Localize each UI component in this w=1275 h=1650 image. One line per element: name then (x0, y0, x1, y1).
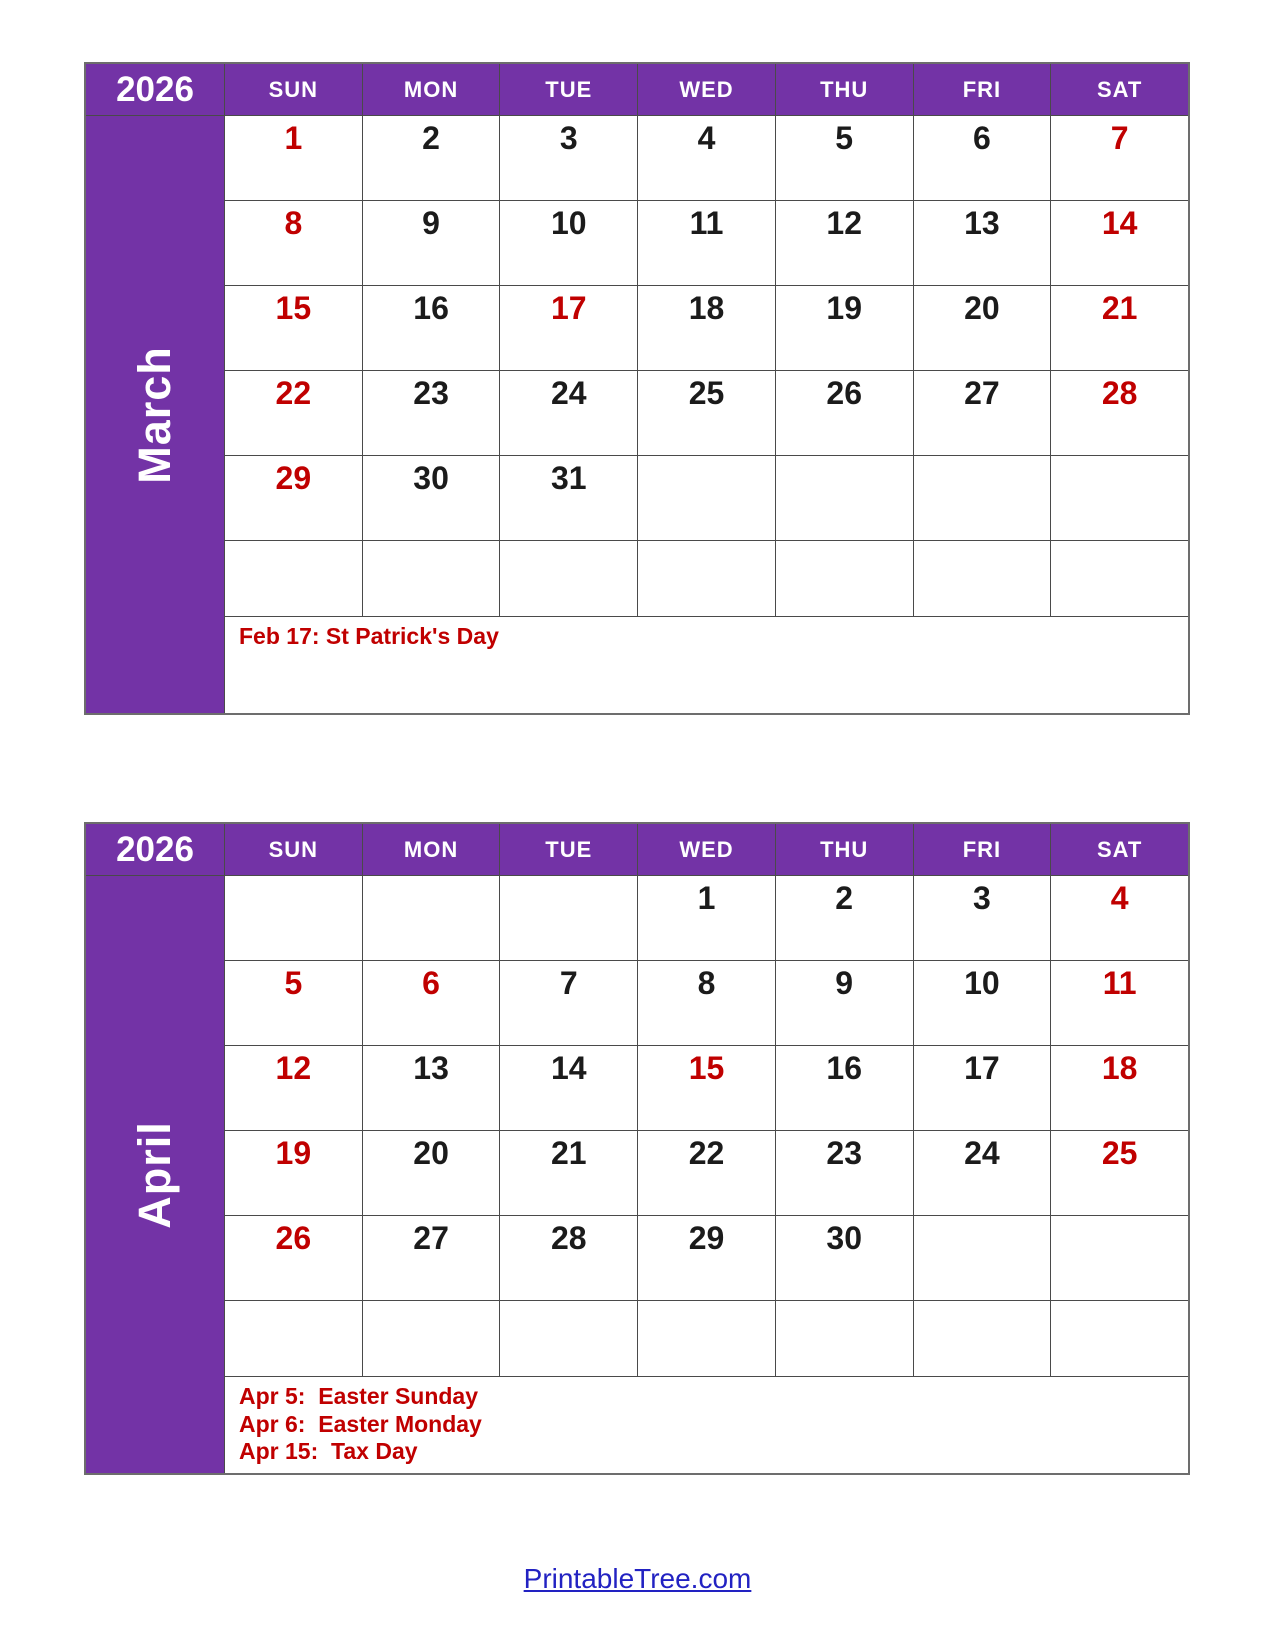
date-cell: 22 (224, 371, 362, 456)
date-cell (499, 541, 637, 617)
date-cell: 23 (362, 371, 500, 456)
date-cell (224, 541, 362, 617)
date-cell: 18 (637, 286, 775, 371)
date-cell: 17 (913, 1046, 1051, 1131)
weekday-header-wed: WED (637, 824, 775, 876)
date-cell (913, 1216, 1051, 1301)
weekday-header-sat: SAT (1050, 64, 1188, 116)
date-cell: 29 (224, 456, 362, 541)
date-cell: 9 (775, 961, 913, 1046)
date-cell (1050, 1216, 1188, 1301)
date-cell (1050, 1301, 1188, 1377)
date-cell: 20 (913, 286, 1051, 371)
date-cell: 2 (775, 876, 913, 961)
date-cell: 8 (637, 961, 775, 1046)
date-cell: 3 (913, 876, 1051, 961)
weekday-header-fri: FRI (913, 824, 1051, 876)
date-cell: 11 (1050, 961, 1188, 1046)
date-cell: 20 (362, 1131, 500, 1216)
weekday-header-mon: MON (362, 824, 500, 876)
date-cell: 13 (913, 201, 1051, 286)
year-label: 2026 (86, 64, 224, 116)
date-cell: 25 (1050, 1131, 1188, 1216)
date-cell: 30 (775, 1216, 913, 1301)
date-cell: 12 (775, 201, 913, 286)
date-cell: 15 (224, 286, 362, 371)
date-cell: 24 (913, 1131, 1051, 1216)
weekday-header-tue: TUE (499, 64, 637, 116)
date-cell: 4 (637, 116, 775, 201)
date-cell: 7 (499, 961, 637, 1046)
date-cell: 28 (1050, 371, 1188, 456)
date-cell: 22 (637, 1131, 775, 1216)
date-cell: 30 (362, 456, 500, 541)
date-cell (913, 541, 1051, 617)
date-cell (362, 541, 500, 617)
weekday-header-sun: SUN (224, 64, 362, 116)
date-cell: 21 (499, 1131, 637, 1216)
date-cell (637, 456, 775, 541)
date-cell: 13 (362, 1046, 500, 1131)
month-label: April (128, 1120, 180, 1229)
date-cell: 6 (362, 961, 500, 1046)
date-cell (637, 1301, 775, 1377)
date-cell (1050, 541, 1188, 617)
date-cell: 15 (637, 1046, 775, 1131)
holiday-note: Apr 15: Tax Day (239, 1438, 418, 1465)
month-sidebar (86, 116, 224, 713)
weekday-header-sun: SUN (224, 824, 362, 876)
date-cell: 21 (1050, 286, 1188, 371)
date-cell: 1 (224, 116, 362, 201)
date-cell: 27 (913, 371, 1051, 456)
month-sidebar (86, 876, 224, 1473)
date-cell: 5 (224, 961, 362, 1046)
date-cell: 18 (1050, 1046, 1188, 1131)
date-cell: 26 (775, 371, 913, 456)
footer-link[interactable]: PrintableTree.com (523, 1563, 752, 1594)
calendar-march (84, 62, 1190, 715)
calendar-april (84, 822, 1190, 1475)
date-cell (224, 1301, 362, 1377)
date-cell: 7 (1050, 116, 1188, 201)
date-cell (499, 1301, 637, 1377)
date-cell (637, 541, 775, 617)
date-cell: 1 (637, 876, 775, 961)
date-cell: 17 (499, 286, 637, 371)
date-cell: 4 (1050, 876, 1188, 961)
date-cell: 3 (499, 116, 637, 201)
date-cell: 10 (499, 201, 637, 286)
date-cell: 14 (499, 1046, 637, 1131)
holiday-area (224, 617, 1188, 713)
date-cell: 16 (775, 1046, 913, 1131)
date-cell: 14 (1050, 201, 1188, 286)
date-cell: 6 (913, 116, 1051, 201)
weekday-header-sat: SAT (1050, 824, 1188, 876)
date-cell: 12 (224, 1046, 362, 1131)
weekday-header-mon: MON (362, 64, 500, 116)
date-cell (775, 456, 913, 541)
date-cell: 28 (499, 1216, 637, 1301)
date-cell (775, 541, 913, 617)
date-cell: 8 (224, 201, 362, 286)
holiday-note: Feb 17: St Patrick's Day (239, 623, 499, 649)
date-cell (775, 1301, 913, 1377)
date-cell (913, 1301, 1051, 1377)
date-cell: 31 (499, 456, 637, 541)
date-cell: 25 (637, 371, 775, 456)
date-cell (499, 876, 637, 961)
weekday-header-tue: TUE (499, 824, 637, 876)
weekday-header-thu: THU (775, 64, 913, 116)
holiday-note: Apr 5: Easter Sunday (239, 1383, 479, 1409)
holiday-area (224, 1377, 1188, 1473)
date-cell: 29 (637, 1216, 775, 1301)
date-cell: 23 (775, 1131, 913, 1216)
holiday-note: Apr 6: Easter Monday (239, 1410, 482, 1437)
date-cell: 19 (224, 1131, 362, 1216)
date-cell: 24 (499, 371, 637, 456)
month-label: March (128, 345, 180, 484)
date-cell: 16 (362, 286, 500, 371)
date-cell: 9 (362, 201, 500, 286)
date-cell (913, 456, 1051, 541)
date-cell: 5 (775, 116, 913, 201)
date-cell: 27 (362, 1216, 500, 1301)
date-cell (1050, 456, 1188, 541)
year-label: 2026 (86, 824, 224, 876)
date-cell: 2 (362, 116, 500, 201)
date-cell: 10 (913, 961, 1051, 1046)
weekday-header-thu: THU (775, 824, 913, 876)
date-cell: 19 (775, 286, 913, 371)
date-cell: 26 (224, 1216, 362, 1301)
weekday-header-fri: FRI (913, 64, 1051, 116)
date-cell (224, 876, 362, 961)
date-cell (362, 1301, 500, 1377)
weekday-header-wed: WED (637, 64, 775, 116)
footer (0, 1563, 1275, 1595)
date-cell (362, 876, 500, 961)
date-cell: 11 (637, 201, 775, 286)
